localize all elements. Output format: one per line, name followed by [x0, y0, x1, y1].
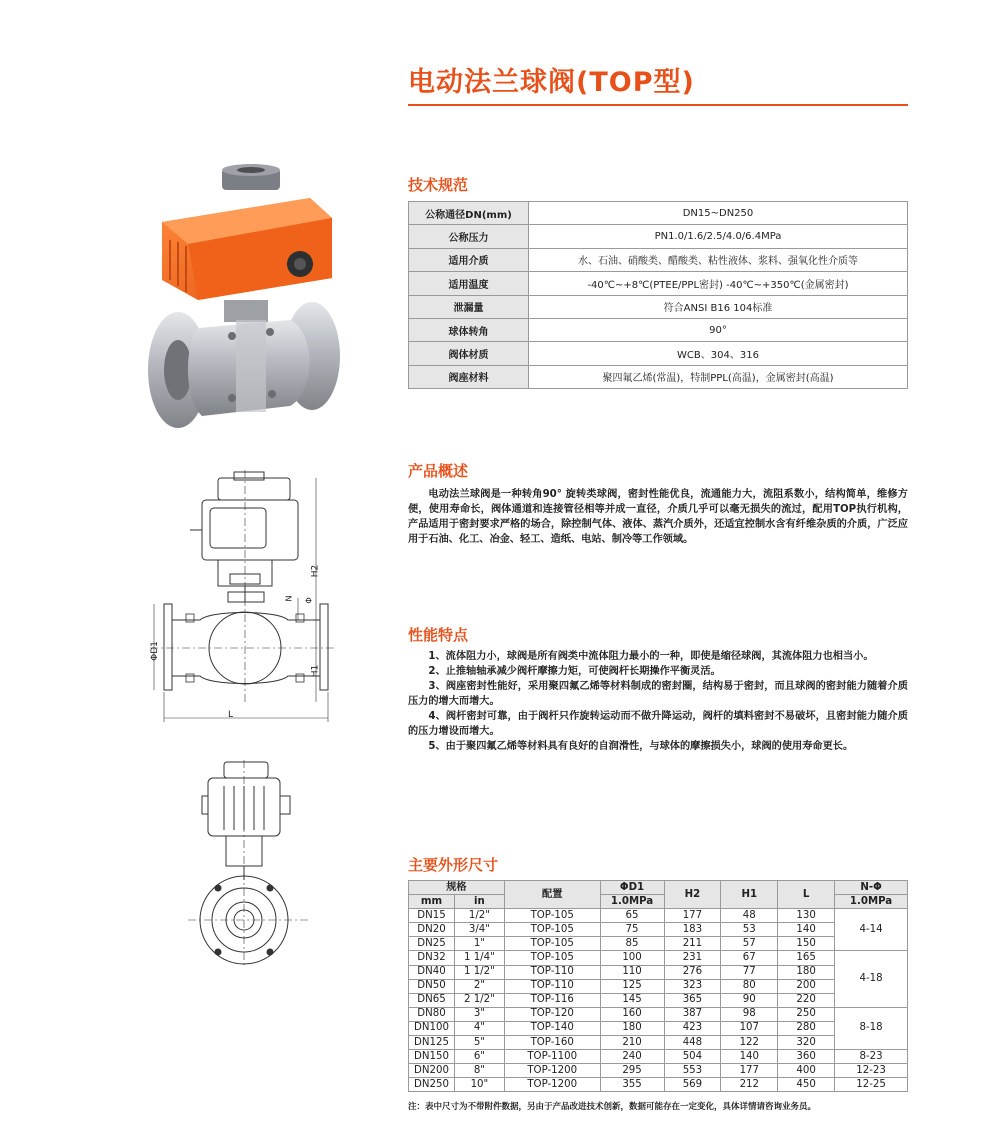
title-divider	[408, 104, 908, 106]
cell-l: 130	[778, 909, 835, 923]
spec-label: 阀体材质	[409, 342, 529, 365]
spec-label: 泄漏量	[409, 295, 529, 318]
cell-nphi: 8-18	[835, 1007, 908, 1049]
cell-in: 10"	[454, 1078, 504, 1092]
cell-mm: DN150	[409, 1050, 455, 1064]
drawing-label-h2: H2	[310, 564, 321, 578]
cell-h2: 323	[664, 979, 721, 993]
cell-config: TOP-120	[504, 1007, 600, 1021]
spec-row	[409, 225, 908, 248]
cell-h2: 177	[664, 909, 721, 923]
cell-config: TOP-110	[504, 965, 600, 979]
cell-h2: 183	[664, 923, 721, 937]
cell-l: 150	[778, 937, 835, 951]
spec-heading: 技术规范	[408, 176, 469, 194]
feature-item: 2、止推轴轴承减少阀杆摩擦力矩，可使阀杆长期操作平衡灵活。	[428, 666, 721, 677]
cell-h2: 569	[664, 1078, 721, 1092]
table-row	[409, 993, 908, 1007]
cell-nphi: 8-23	[835, 1050, 908, 1064]
spec-row	[409, 342, 908, 365]
table-row	[409, 1007, 908, 1021]
spec-value: WCB、304、316	[529, 342, 908, 365]
spec-label: 球体转角	[409, 318, 529, 341]
cell-config: TOP-1200	[504, 1078, 600, 1092]
cell-h2: 423	[664, 1021, 721, 1035]
table-row	[409, 1078, 908, 1092]
cell-l: 250	[778, 1007, 835, 1021]
table-note: 注：表中尺寸为不带附件数据，另由于产品改进技术创新，数据可能存在一定变化，具体详情请咨询业务员。	[408, 1102, 817, 1112]
spec-label: 适用温度	[409, 272, 529, 295]
cell-in: 3"	[454, 1007, 504, 1021]
spec-label: 阀座材料	[409, 365, 529, 388]
side-view-drawing	[188, 760, 318, 965]
spec-label: 公称压力	[409, 225, 529, 248]
spec-label: 公称通径DN(mm)	[409, 202, 529, 225]
table-row	[409, 909, 908, 923]
cell-in: 3/4"	[454, 923, 504, 937]
cell-config: TOP-1100	[504, 1050, 600, 1064]
cell-config: TOP-105	[504, 951, 600, 965]
cell-h1: 67	[721, 951, 778, 965]
cell-h1: 90	[721, 993, 778, 1007]
feature-item: 4、阀杆密封可靠，由于阀杆只作旋转运动而不做升降运动，阀杆的填料密封不易破坏，且密封能力随介质的压力增设而增大。	[408, 711, 908, 737]
features-heading: 性能特点	[408, 626, 469, 644]
spec-value: -40℃~+8℃(PTEE/PPL密封) -40℃~+350℃(金属密封)	[529, 272, 908, 295]
cell-mm: DN50	[409, 979, 455, 993]
cell-h2: 211	[664, 937, 721, 951]
spec-value: 符合ANSI B16 104标准	[529, 295, 908, 318]
cell-in: 5"	[454, 1036, 504, 1050]
cell-h1: 48	[721, 909, 778, 923]
table-row	[409, 1036, 908, 1050]
cell-mm: DN32	[409, 951, 455, 965]
valve-photo	[140, 160, 345, 440]
spec-label: 适用介质	[409, 248, 529, 271]
col-h1: H1	[721, 881, 778, 909]
cell-h2: 365	[664, 993, 721, 1007]
cell-nphi: 4-18	[835, 951, 908, 1007]
cell-h1: 107	[721, 1021, 778, 1035]
cell-h1: 53	[721, 923, 778, 937]
cell-nphi: 4-14	[835, 909, 908, 951]
cell-config: TOP-105	[504, 909, 600, 923]
cell-h2: 504	[664, 1050, 721, 1064]
cell-d1: 240	[600, 1050, 664, 1064]
cell-h2: 387	[664, 1007, 721, 1021]
cell-config: TOP-140	[504, 1021, 600, 1035]
cell-d1: 145	[600, 993, 664, 1007]
cell-l: 450	[778, 1078, 835, 1092]
feature-item: 5、由于聚四氟乙烯等材料具有良好的自润滑性，与球体的摩擦损失小，球阀的使用寿命更长。	[428, 741, 854, 752]
table-row	[409, 923, 908, 937]
cell-h2: 553	[664, 1064, 721, 1078]
cell-in: 1 1/2"	[454, 965, 504, 979]
cell-l: 280	[778, 1021, 835, 1035]
col-config: 配置	[504, 881, 600, 909]
table-row	[409, 1064, 908, 1078]
spec-value: 聚四氟乙烯(常温)，特制PPL(高温)，金属密封(高温)	[529, 365, 908, 388]
table-row	[409, 965, 908, 979]
cell-mm: DN15	[409, 909, 455, 923]
table-row	[409, 979, 908, 993]
table-row	[409, 937, 908, 951]
cell-mm: DN125	[409, 1036, 455, 1050]
spec-value: DN15~DN250	[529, 202, 908, 225]
overview-heading: 产品概述	[408, 462, 469, 480]
drawing-label-d1: ΦD1	[149, 641, 160, 661]
cell-config: TOP-160	[504, 1036, 600, 1050]
dimensions-heading: 主要外形尺寸	[408, 856, 499, 874]
drawing-label-n: N	[284, 595, 294, 602]
cell-mm: DN25	[409, 937, 455, 951]
cell-h1: 122	[721, 1036, 778, 1050]
cell-d1: 355	[600, 1078, 664, 1092]
spec-value: 水、石油、硝酸类、醋酸类、粘性液体、浆料、强氧化性介质等	[529, 248, 908, 271]
col-l: L	[778, 881, 835, 909]
cell-d1: 85	[600, 937, 664, 951]
cell-d1: 110	[600, 965, 664, 979]
cell-mm: DN20	[409, 923, 455, 937]
col-mm: mm	[409, 895, 455, 909]
cell-h1: 77	[721, 965, 778, 979]
col-nphi-sub: 1.0MPa	[835, 895, 908, 909]
cell-in: 1/2"	[454, 909, 504, 923]
cell-h1: 177	[721, 1064, 778, 1078]
cell-l: 220	[778, 993, 835, 1007]
cell-mm: DN80	[409, 1007, 455, 1021]
spec-row	[409, 295, 908, 318]
cell-h1: 57	[721, 937, 778, 951]
cell-l: 140	[778, 923, 835, 937]
feature-item: 1、流体阻力小，球阀是所有阀类中流体阻力最小的一种，即使是缩径球阀，其流体阻力也相当小。	[428, 651, 874, 662]
cell-h2: 231	[664, 951, 721, 965]
cell-nphi: 12-23	[835, 1064, 908, 1078]
col-nphi: N-Φ	[835, 881, 908, 895]
col-d1-sub: 1.0MPa	[600, 895, 664, 909]
spec-row	[409, 248, 908, 271]
cell-d1: 180	[600, 1021, 664, 1035]
table-row	[409, 951, 908, 965]
cell-l: 165	[778, 951, 835, 965]
cell-h1: 80	[721, 979, 778, 993]
cell-l: 200	[778, 979, 835, 993]
spec-value: PN1.0/1.6/2.5/4.0/6.4MPa	[529, 225, 908, 248]
cell-in: 8"	[454, 1064, 504, 1078]
table-row	[409, 1050, 908, 1064]
cell-mm: DN100	[409, 1021, 455, 1035]
cell-l: 400	[778, 1064, 835, 1078]
spec-row	[409, 318, 908, 341]
cell-l: 180	[778, 965, 835, 979]
cell-config: TOP-116	[504, 993, 600, 1007]
col-in: in	[454, 895, 504, 909]
cell-config: TOP-105	[504, 937, 600, 951]
cell-in: 6"	[454, 1050, 504, 1064]
spec-row	[409, 272, 908, 295]
cell-mm: DN65	[409, 993, 455, 1007]
spec-value: 90°	[529, 318, 908, 341]
cell-d1: 75	[600, 923, 664, 937]
features-list	[408, 649, 908, 754]
cell-h2: 448	[664, 1036, 721, 1050]
cell-in: 2 1/2"	[454, 993, 504, 1007]
spec-row	[409, 202, 908, 225]
cell-mm: DN250	[409, 1078, 455, 1092]
cell-d1: 295	[600, 1064, 664, 1078]
spec-table	[408, 201, 908, 389]
col-spec: 规格	[409, 881, 505, 895]
cell-config: TOP-105	[504, 923, 600, 937]
cell-l: 360	[778, 1050, 835, 1064]
cell-h2: 276	[664, 965, 721, 979]
cell-h1: 140	[721, 1050, 778, 1064]
table-row	[409, 1021, 908, 1035]
feature-item: 3、阀座密封性能好，采用聚四氟乙烯等材料制成的密封圈，结构易于密封，而且球阀的密封能力随着介质压力的增大而增大。	[408, 681, 908, 707]
col-h2: H2	[664, 881, 721, 909]
page-title: 电动法兰球阀(TOP型)	[408, 67, 695, 98]
cell-d1: 160	[600, 1007, 664, 1021]
dimensions-table	[408, 880, 908, 1092]
drawing-label-l: L	[228, 710, 234, 720]
cell-mm: DN40	[409, 965, 455, 979]
cell-d1: 100	[600, 951, 664, 965]
cell-in: 4"	[454, 1021, 504, 1035]
cell-d1: 210	[600, 1036, 664, 1050]
cell-d1: 125	[600, 979, 664, 993]
overview-text: 电动法兰球阀是一种转角90° 旋转类球阀，密封性能优良，流通能力大，流阻系数小，结构简单，维修方便，使用寿命长，阀体通道和连接管径相等并成一直径，介质几乎可以毫无损失的流过，配用TOP执行机构，产品适用于密封要求严格的场合，除控制气体、液体、蒸汽介质外，还适宜控制水含有纤维杂质的介质，广泛应用于石油、化工、冶金、轻工、造纸、电站、制冷等工作领域。	[408, 489, 908, 545]
col-d1: ΦD1	[600, 881, 664, 895]
cell-l: 320	[778, 1036, 835, 1050]
drawing-label-phi: Φ	[304, 597, 314, 604]
cell-nphi: 12-25	[835, 1078, 908, 1092]
cell-h1: 98	[721, 1007, 778, 1021]
cell-in: 1 1/4"	[454, 951, 504, 965]
cell-d1: 65	[600, 909, 664, 923]
cell-in: 1"	[454, 937, 504, 951]
drawing-label-h1: H1	[310, 664, 321, 678]
cell-mm: DN200	[409, 1064, 455, 1078]
cell-in: 2"	[454, 979, 504, 993]
cell-config: TOP-1200	[504, 1064, 600, 1078]
cell-config: TOP-110	[504, 979, 600, 993]
spec-row	[409, 365, 908, 388]
cell-h1: 212	[721, 1078, 778, 1092]
